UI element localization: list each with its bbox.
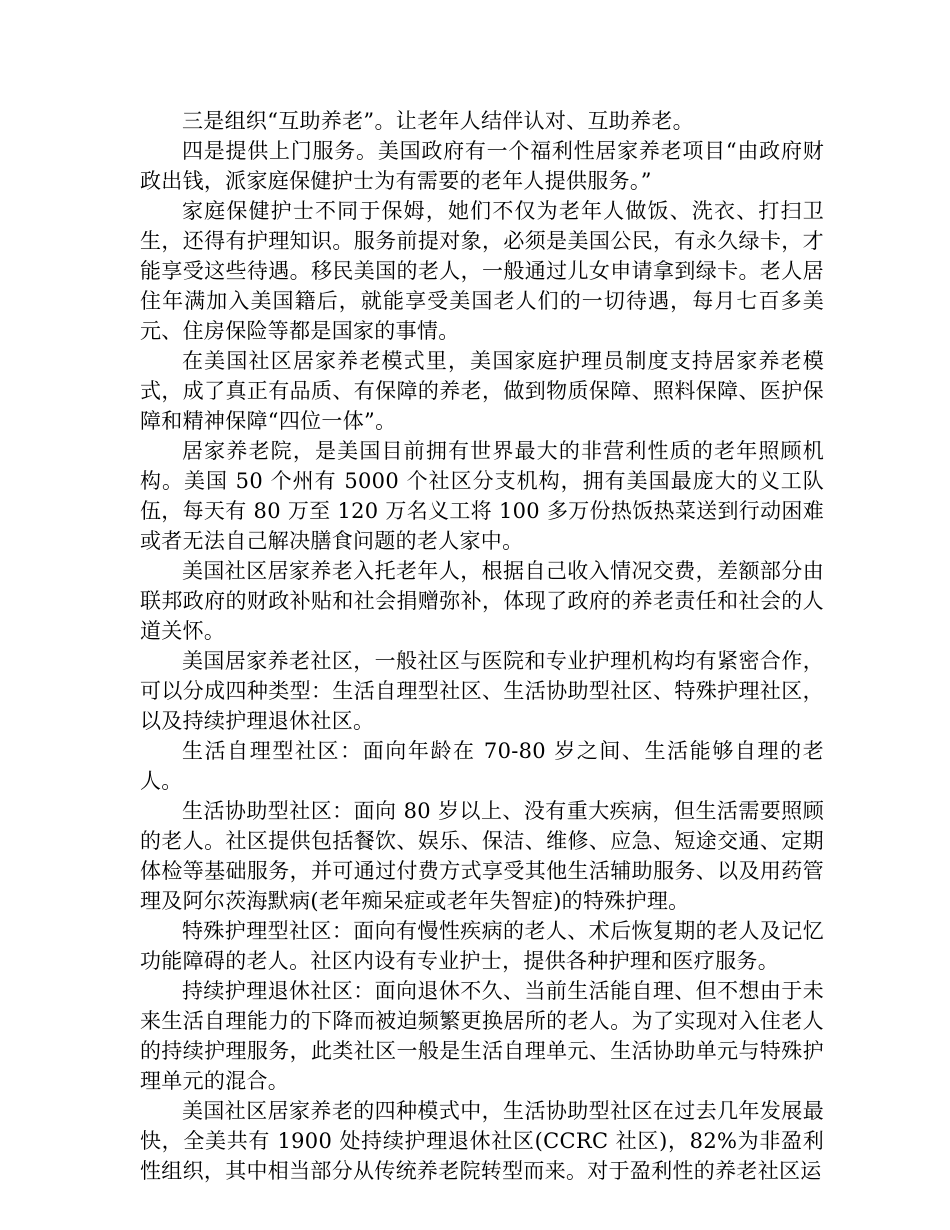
paragraph-home-care-institution: 居家养老院，是美国目前拥有世界最大的非营利性质的老年照顾机构。美国 50 个州有 5000 个社区分支机构，拥有美国最庞大的义工队伍，每天有 80 万至 120 万名义工将 100 多万份热饭热菜送到行动困难或者无法自己解决膳食问题的老人家中。 bbox=[140, 439, 824, 553]
paragraph-community-types: 美国居家养老社区，一般社区与医院和专业护理机构均有紧密合作，可以分成四种类型：生活自理型社区、生活协助型社区、特殊护理社区，以及持续护理退休社区。 bbox=[140, 649, 824, 733]
paragraph-fees: 美国社区居家养老入托老年人，根据自己收入情况交费，差额部分由联邦政府的财政补贴和社会捐赠弥补，体现了政府的养老责任和社会的人道关怀。 bbox=[140, 559, 824, 643]
paragraph-mutual-aid: 三是组织“互助养老”。让老年人结伴认对、互助养老。 bbox=[182, 109, 694, 133]
paragraph-development: 美国社区居家养老的四种模式中，生活协助型社区在过去几年发展最快，全美共有 1900 处持续护理退休社区(CCRC 社区)，82%为非盈利性组织，其中相当部分从传统养老院转型而来。对于盈利性的养老社区运 bbox=[140, 1099, 824, 1183]
paragraph-home-service: 四是提供上门服务。美国政府有一个福利性居家养老项目“由政府财政出钱，派家庭保健护士为有需要的老年人提供服务。” bbox=[140, 139, 824, 193]
paragraph-continuing-care: 持续护理退休社区：面向退休不久、当前生活能自理、但不想由于未来生活自理能力的下降而被迫频繁更换居所的老人。为了实现对入住老人的持续护理服务，此类社区一般是生活自理单元、生活协助单元与特殊护理单元的混合。 bbox=[140, 979, 824, 1093]
paragraph-independent-living: 生活自理型社区：面向年龄在 70-80 岁之间、生活能够自理的老人。 bbox=[140, 739, 824, 793]
paragraph-home-care-model: 在美国社区居家养老模式里，美国家庭护理员制度支持居家养老模式，成了真正有品质、有保障的养老，做到物质保障、照料保障、医护保障和精神保障“四位一体”。 bbox=[140, 349, 824, 433]
paragraph-assisted-living: 生活协助型社区：面向 80 岁以上、没有重大疾病，但生活需要照顾的老人。社区提供包括餐饮、娱乐、保洁、维修、应急、短途交通、定期体检等基础服务，并可通过付费方式享受其他生活辅助服务、以及用药管理及阿尔茨海默病(老年痴呆症或老年失智症)的特殊护理。 bbox=[140, 799, 824, 913]
paragraph-special-care: 特殊护理型社区：面向有慢性疾病的老人、术后恢复期的老人及记忆功能障碍的老人。社区内设有专业护士，提供各种护理和医疗服务。 bbox=[140, 919, 824, 973]
paragraph-home-health-nurse: 家庭保健护士不同于保姆，她们不仅为老年人做饭、洗衣、打扫卫生，还得有护理知识。服务前提对象，必须是美国公民，有永久绿卡，才能享受这些待遇。移民美国的老人，一般通过儿女申请拿到绿卡。老人居住年满加入美国籍后，就能享受美国老人们的一切待遇，每月七百多美元、住房保险等都是国家的事情。 bbox=[140, 199, 824, 343]
document-body bbox=[140, 106, 824, 1186]
